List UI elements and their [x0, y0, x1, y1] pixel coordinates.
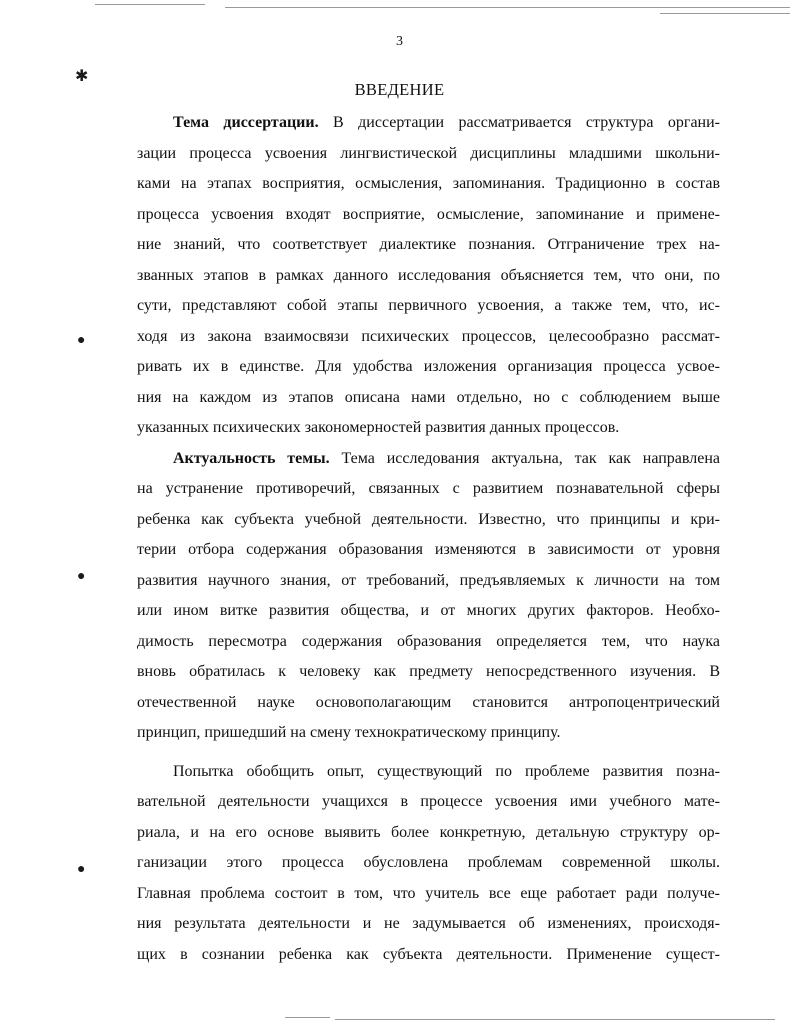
binding-mark: ● [77, 569, 86, 584]
paragraph-line: Главная проблема состоит в том, что учитель все еще работает ради получе- [137, 884, 720, 902]
paragraph-line: ние знаний, что соответствует диалектике познания. Отграничение трех на- [137, 236, 720, 253]
paragraph-line: ребенка как субъекта учебной деятельности. Известно, что принципы и кри- [137, 510, 720, 528]
binding-mark: ● [77, 862, 86, 877]
paragraph-line: ками на этапах восприятия, осмысления, запоминания. Традиционно в состав [137, 175, 720, 192]
paragraph-line: принцип, пришедший на смену технократическому принципу. [137, 724, 561, 741]
paragraph-line: вательной деятельности учащихся в процессе усвоения ими учебного мате- [137, 793, 720, 810]
paragraph-line: развития научного знания, от требований, предъявляемых к личности на том [137, 571, 720, 589]
page-number: 3 [396, 34, 403, 49]
paragraph-line: ходя из закона взаимосвязи психических процессов, целесообразно рассмат- [137, 327, 720, 345]
binding-mark: ● [77, 333, 86, 348]
scan-artifact-top [225, 7, 790, 8]
paragraph-line: риала, и на его основе выявить более конкретную, детальную структуру ор- [137, 823, 720, 841]
paragraph-line-text: Тема исследования актуальна, так как направлена [341, 449, 720, 467]
scan-artifact-top [95, 4, 205, 5]
paragraph-line [137, 108, 720, 139]
paragraph-line: ния результата деятельности и не задумывается об изменениях, происходя- [137, 915, 720, 932]
paragraph-run-in: Актуальность темы. [173, 449, 330, 467]
scan-artifact-top [660, 13, 790, 14]
paragraph-line: отечественной науке основополагающим становится антропоцентрический [137, 693, 720, 711]
paragraph-line: процесса усвоения входят восприятие, осмысление, запоминание и примене- [137, 205, 720, 223]
paragraph-line: вновь обратилась к человеку как предмету непосредственного изучения. В [137, 663, 720, 680]
paragraph-line: зации процесса усвоения лингвистической дисциплины младшими школьни- [137, 144, 720, 162]
paragraph-line: указанных психических закономерностей развития данных процессов. [137, 419, 620, 436]
section-heading: ВВЕДЕНИЕ [354, 80, 445, 99]
paragraph-line: димость пересмотра содержания образования определяется тем, что наука [137, 632, 720, 650]
scan-artifact-bottom [285, 1017, 330, 1018]
scan-artifact-bottom [335, 1019, 775, 1020]
paragraph-line: ганизации этого процесса обусловлена проблемам современной школы. [137, 854, 720, 871]
paragraph-run-in: Тема диссертации. [173, 114, 319, 131]
paragraph-line: или ином витке развития общества, и от многих других факторов. Необхо- [137, 602, 720, 619]
paragraph-line-text: В диссертации рассматривается структура органи- [333, 114, 721, 131]
paragraph-line [137, 444, 720, 475]
paragraph-line: на устранение противоречий, связанных с развитием познавательной сферы [137, 480, 720, 497]
paragraph-line: щих в сознании ребенка как субъекта деятельности. Применение сущест- [137, 945, 720, 963]
paragraph-line: ривать их в единстве. Для удобства изложения организация процесса усвое- [137, 358, 720, 375]
binding-mark: ✱ [75, 68, 89, 85]
paragraph-line: званных этапов в рамках данного исследования объясняется тем, что они, по [137, 266, 720, 284]
body-text [137, 108, 720, 970]
paragraph-line: сути, представляют собой этапы первичного усвоения, а также тем, что, ис- [137, 297, 720, 314]
paragraph-line: ния на каждом из этапов описана нами отдельно, но с соблюдением выше [137, 388, 720, 406]
paragraph-gap [137, 749, 720, 757]
paragraph-line: Попытка обобщить опыт, существующий по проблеме развития позна- [173, 762, 720, 780]
paragraph-line: терии отбора содержания образования изменяются в зависимости от уровня [137, 541, 720, 558]
